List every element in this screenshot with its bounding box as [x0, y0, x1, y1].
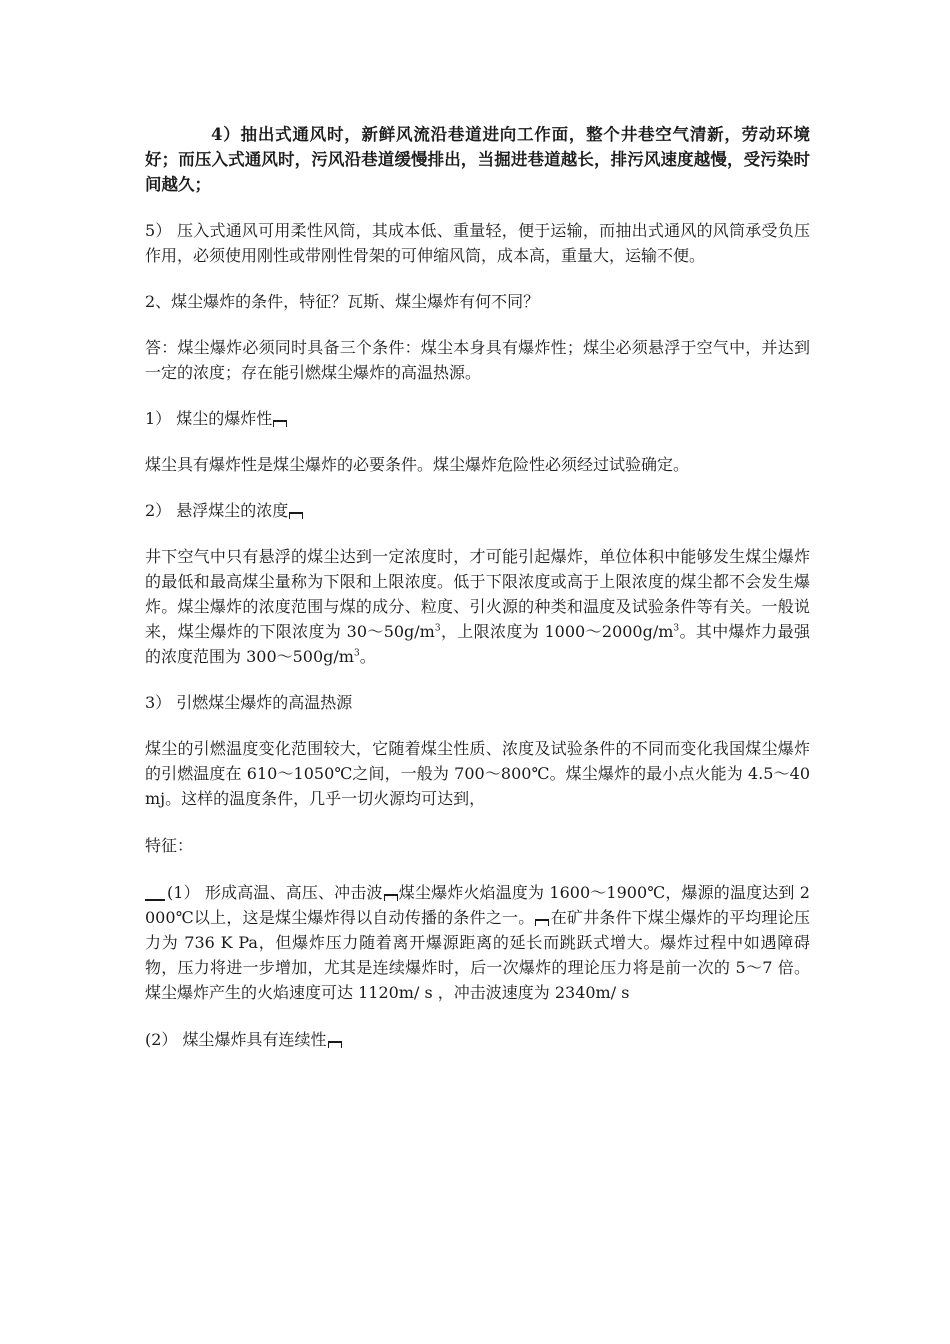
subheading-continuity	[145, 1027, 810, 1052]
concentration-text-c: 。其中爆炸力最强的浓度范围为 300～500g/m	[145, 622, 810, 666]
document-body	[145, 122, 810, 1052]
subheading-concentration-text: 2） 悬浮煤尘的浓度	[145, 501, 289, 520]
return-mark-icon	[289, 512, 303, 519]
underline-mark-icon	[145, 899, 165, 901]
answer-paragraph: 答：煤尘爆炸必须同时具备三个条件：煤尘本身具有爆炸性；煤尘必须悬浮于空气中，并达到一定的浓度；存在能引燃煤尘爆炸的高温热源。	[145, 338, 810, 382]
subheading-explosiveness	[145, 406, 810, 431]
feature-1-title: (1） 形成高温、高压、冲击波	[167, 883, 383, 902]
paragraph-explosiveness: 煤尘具有爆炸性是煤尘爆炸的必要条件。煤尘爆炸危险性必须经过试验确定。	[145, 455, 690, 474]
return-mark-icon	[384, 894, 398, 901]
return-mark-icon	[328, 1041, 342, 1048]
feature-1-text-c: 在矿井条件下煤尘爆炸的平均理论压力为 736 K Pa，但爆炸压力随着离开爆源距离的延长而跳跃式增大。爆炸过程中如遇障碍物，压力将进一步增加，尤其是连续爆炸时，后一次爆炸的理论压力将是前一次的 5～7 倍。煤尘爆炸产生的火焰速度可达 1120m/ s ，冲击波速度为 2340m/ s	[145, 908, 810, 1002]
subheading-concentration	[145, 498, 810, 523]
paragraph-ventilation-5: 5） 压入式通风可用柔性风筒，其成本低、重量轻，便于运输，而抽出式通风的风筒承受负压作用，必须使用刚性或带刚性骨架的可伸缩风筒，成本高，重量大，运输不便。	[145, 221, 810, 265]
concentration-text-d: 。	[359, 647, 376, 666]
return-mark-icon	[535, 919, 549, 926]
superscript: 3	[353, 648, 360, 659]
concentration-text-a: 井下空气中只有悬浮的煤尘达到一定浓度时，才可能引起爆炸，单位体积中能够发生煤尘爆炸的最低和最高煤尘量称为下限和上限浓度。低于下限浓度或高于上限浓度的煤尘都不会发生爆炸。煤尘爆炸的浓度范围与煤的成分、粒度、引火源的种类和温度及试验条件等有关。一般说来，煤尘爆炸的下限浓度为 30～50g/m	[145, 547, 810, 641]
feature-1-text-b: 煤尘爆炸火焰温度为 1600～1900℃，爆源的温度达到 2000℃以上，这是煤尘爆炸得以自动传播的条件之一。	[145, 883, 810, 927]
paragraph-feature-1	[145, 880, 810, 1005]
question-heading: 2、煤尘爆炸的条件，特征？瓦斯、煤尘爆炸有何不同？	[145, 292, 540, 311]
subheading-continuity-text: (2） 煤尘爆炸具有连续性	[145, 1030, 327, 1049]
paragraph-ventilation-4: 4）抽出式通风时，新鲜风流沿巷道进向工作面，整个井巷空气清新，劳动环境好；而压入式通风时，污风沿巷道缓慢排出，当掘进巷道越长，排污风速度越慢，受污染时间越久；	[145, 125, 810, 194]
superscript: 3	[673, 623, 680, 634]
paragraph-heat-source: 煤尘的引燃温度变化范围较大，它随着煤尘性质、浓度及试验条件的不同而变化我国煤尘爆炸的引燃温度在 610～1050℃之间，一般为 700～800℃。煤尘爆炸的最小点火能为 4.5～40mj。这样的温度条件，几乎一切火源均可达到，	[145, 739, 810, 808]
paragraph-concentration	[145, 544, 810, 669]
subheading-explosiveness-text: 1） 煤尘的爆炸性	[145, 409, 273, 428]
superscript: 3	[434, 623, 441, 634]
concentration-text-b: ，上限浓度为 1000～2000g/m	[440, 622, 674, 641]
features-heading: 特征：	[145, 836, 194, 855]
subheading-heat-source: 3） 引燃煤尘爆炸的高温热源	[145, 693, 353, 712]
return-mark-icon	[273, 420, 287, 427]
